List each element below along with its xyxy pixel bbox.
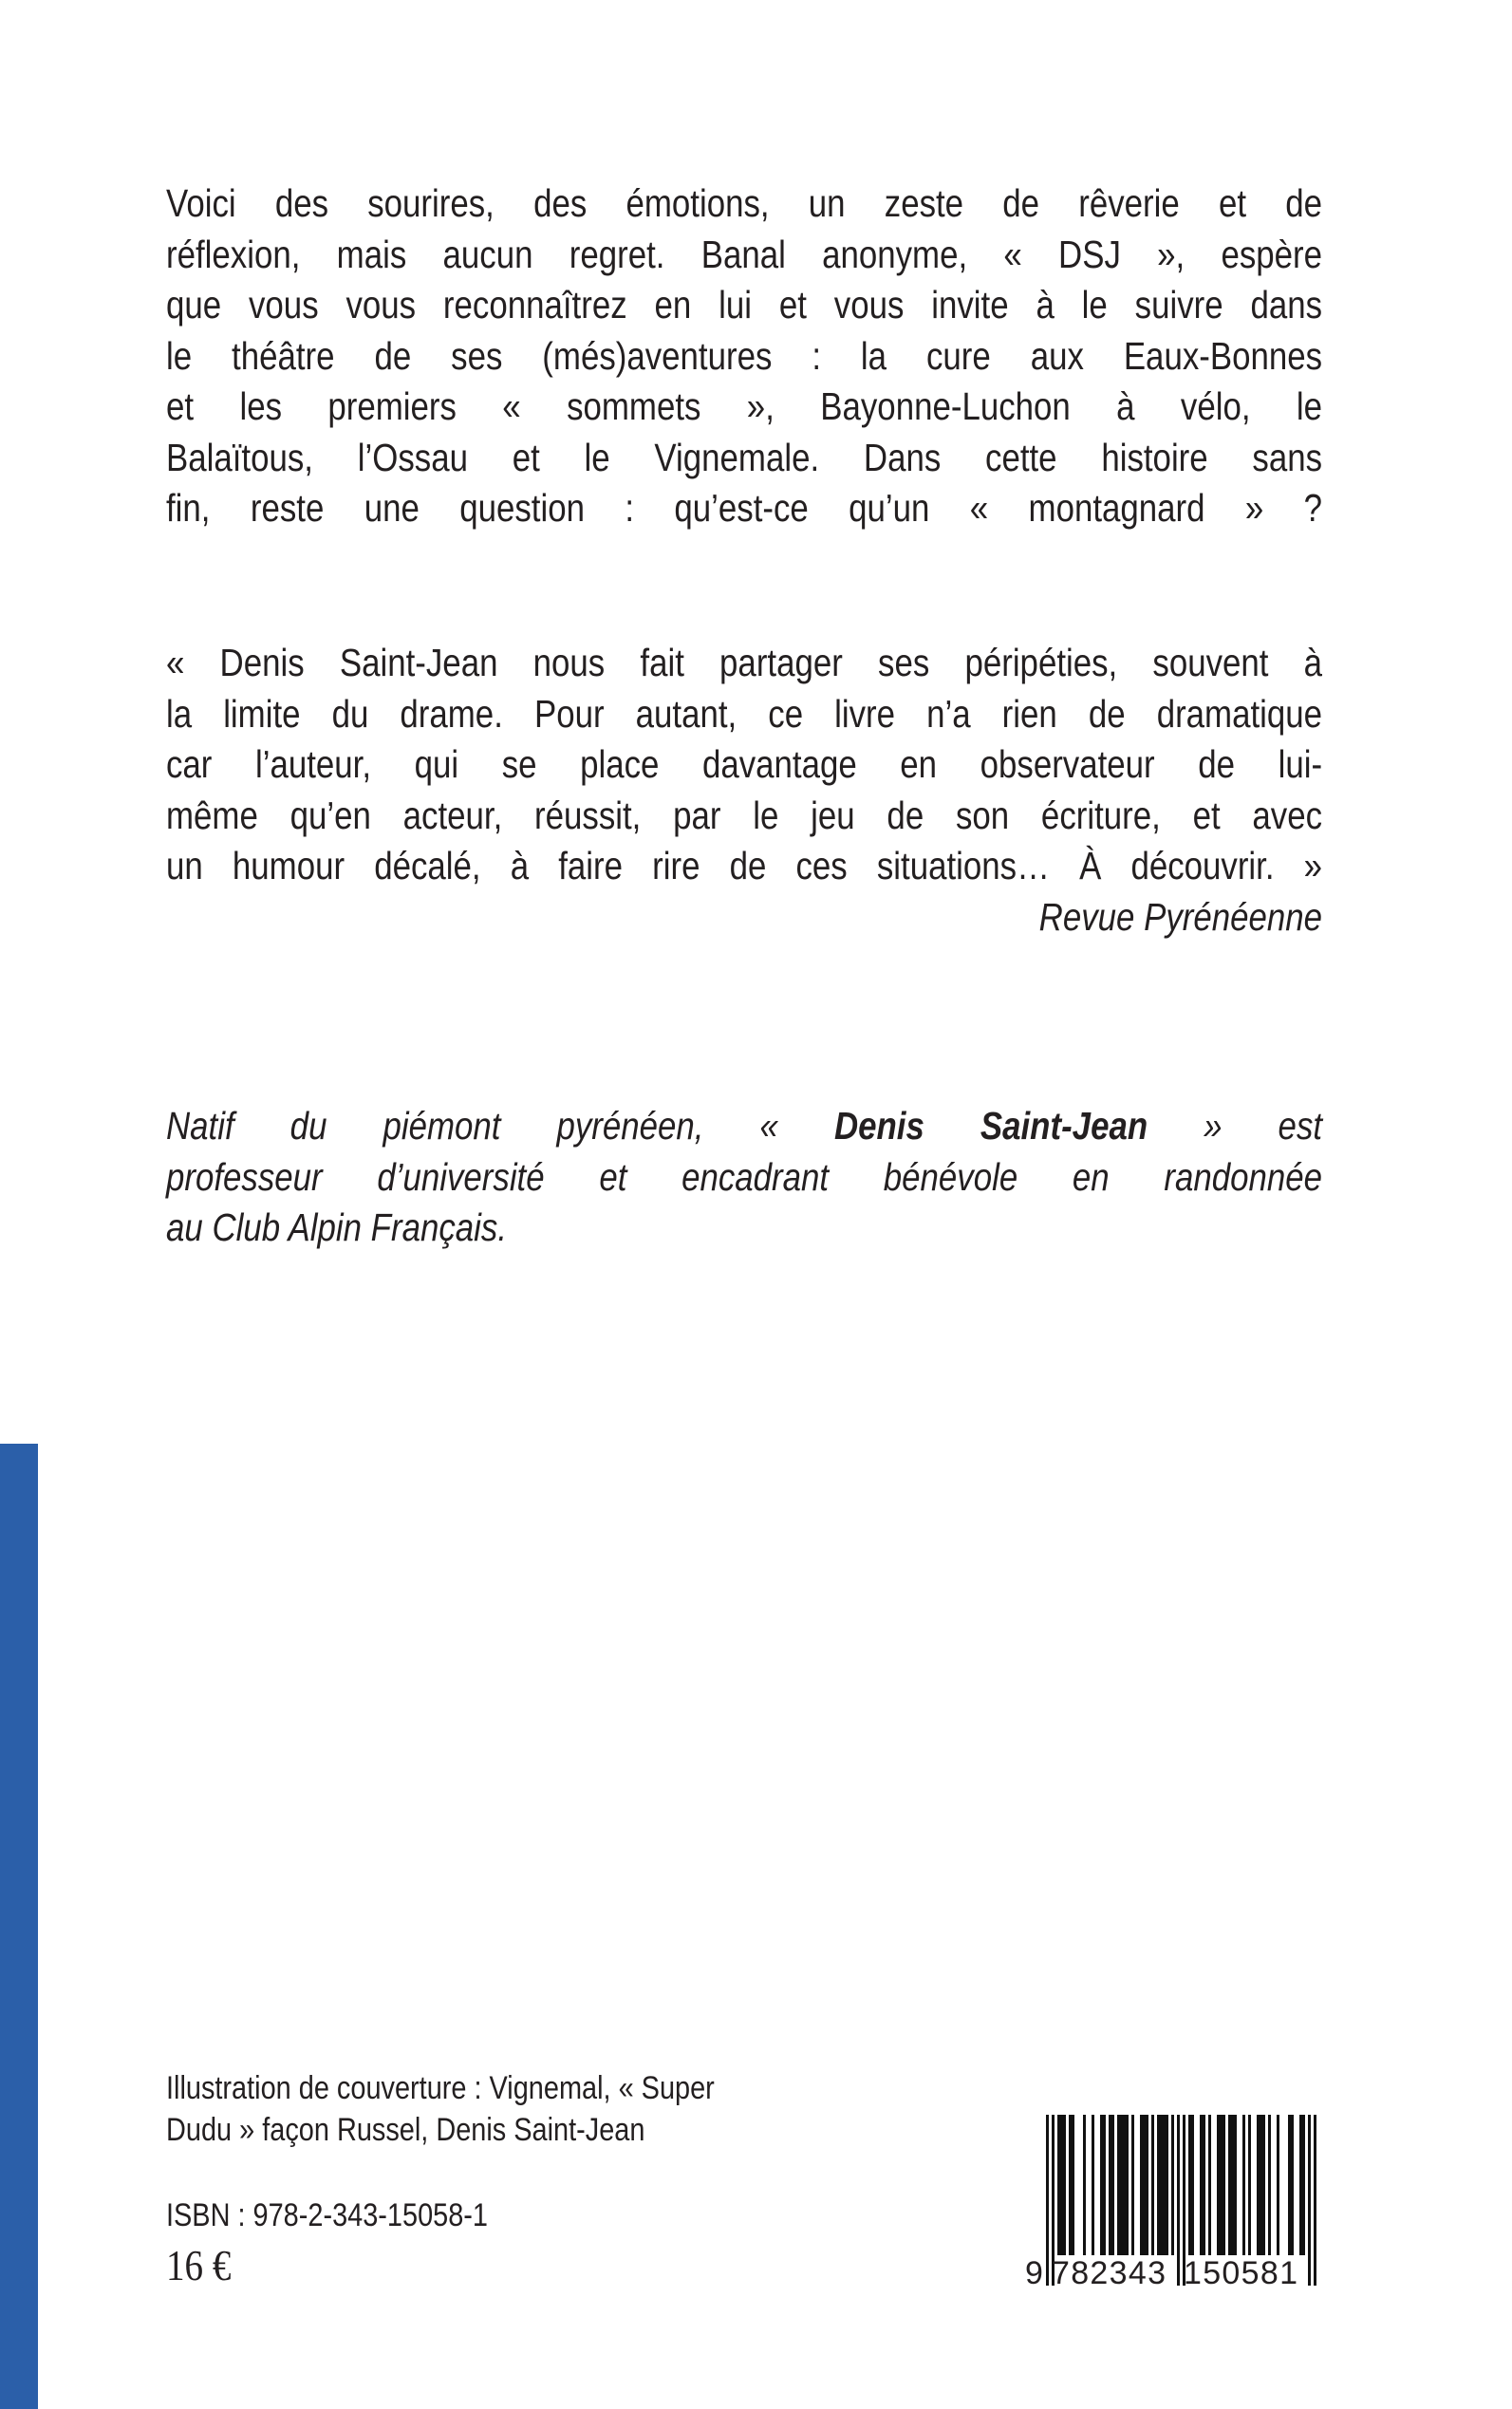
barcode-bar (1046, 2115, 1049, 2286)
barcode-bar (1260, 2115, 1262, 2255)
barcode-bar (1208, 2115, 1211, 2255)
isbn-barcode (1025, 2115, 1319, 2295)
blurb-line: Voici des sourires, des émotions, un zeste de rêverie et de (166, 181, 1323, 225)
barcode-bar (1291, 2115, 1294, 2255)
barcode-bar (1171, 2115, 1174, 2255)
barcode-left-digits: 782343 (1052, 2255, 1166, 2291)
barcode-bar (1177, 2115, 1180, 2286)
barcode-bar (1072, 2115, 1074, 2255)
blurb-paragraph (166, 178, 1322, 534)
review-line: la limite du drame. Pour autant, ce livre n’a rien de dramatique (166, 691, 1323, 736)
blurb-line: et les premiers « sommets », Bayonne-Luchon à vélo, le (166, 384, 1323, 428)
barcode-bar (1166, 2115, 1168, 2255)
barcode-bar (1217, 2115, 1220, 2255)
cover-credits (166, 2067, 973, 2151)
barcode-first-digit: 9 (1025, 2255, 1043, 2291)
review-source: Revue Pyrénéenne (1038, 894, 1323, 939)
barcode-bar (1203, 2115, 1205, 2255)
barcode-bar (1140, 2115, 1143, 2255)
barcode-bar (1120, 2115, 1123, 2255)
barcode-bar (1234, 2115, 1237, 2255)
barcode-bar (1151, 2115, 1154, 2255)
barcode-bar (1314, 2115, 1316, 2286)
barcode-bar (1157, 2115, 1160, 2255)
barcode-bar (1117, 2115, 1120, 2255)
barcode-bar (1268, 2115, 1271, 2255)
barcode-bar (1083, 2115, 1086, 2255)
credits-line: Dudu » façon Russel, Denis Saint-Jean (166, 2112, 645, 2148)
blurb-line: le théâtre de ses (més)aventures : la cure aux Eaux-Bonnes (166, 333, 1323, 378)
review-line: même qu’en acteur, réussit, par le jeu de son écriture, et avec (166, 793, 1323, 837)
blurb-line: que vous vous reconnaîtrez en lui et vous invite à le suivre dans (166, 283, 1323, 327)
price: 16 € (166, 2241, 232, 2289)
barcode-bar (1126, 2115, 1129, 2255)
barcode-bar (1302, 2115, 1305, 2255)
barcode-bar (1191, 2115, 1194, 2255)
barcode-bar (1069, 2115, 1072, 2255)
blurb-line: réflexion, mais aucun regret. Banal anonyme, « DSJ », espère (166, 232, 1323, 276)
author-bio (166, 1101, 1322, 1254)
barcode-bar (1248, 2115, 1251, 2255)
author-name: Denis Saint-Jean (833, 1104, 1148, 1148)
barcode-bar (1146, 2115, 1148, 2255)
barcode-right-digits: 150581 (1184, 2255, 1297, 2291)
barcode-bar (1223, 2115, 1225, 2255)
barcode-bar (1200, 2115, 1203, 2255)
barcode-bar (1092, 2115, 1094, 2255)
blurb-line: Balaïtous, l’Ossau et le Vignemale. Dans cette histoire sans (166, 435, 1323, 479)
barcode-bar (1103, 2115, 1106, 2255)
barcode-bar (1288, 2115, 1291, 2255)
author-line (166, 1101, 1322, 1152)
barcode-bar (1123, 2115, 1126, 2255)
barcode-bar (1231, 2115, 1234, 2255)
barcode-bar (1111, 2115, 1114, 2255)
barcode-bar (1257, 2115, 1260, 2255)
barcode-bar (1188, 2115, 1191, 2255)
barcode-bar (1160, 2115, 1163, 2255)
credits-line: Illustration de couverture : Vignemal, « Super (166, 2070, 715, 2106)
barcode-bar (1242, 2115, 1245, 2255)
author-text: Natif du piémont pyrénéen, « (166, 1104, 834, 1148)
isbn: ISBN : 978-2-343-15058-1 (166, 2197, 488, 2233)
blurb-line: fin, reste une question : qu’est-ce qu’un « montagnard » ? (166, 486, 1323, 530)
barcode-bar (1060, 2115, 1063, 2255)
barcode-bar (1163, 2115, 1166, 2255)
review-quote (166, 638, 1322, 943)
author-line: au Club Alpin Français. (166, 1205, 508, 1249)
barcode-bar (1299, 2115, 1302, 2255)
review-line: « Denis Saint-Jean nous fait partager ses péripéties, souvent à (166, 641, 1323, 684)
barcode-bar (1228, 2115, 1231, 2255)
review-line: car l’auteur, qui se place davantage en observateur de lui- (166, 742, 1323, 786)
barcode-bar (1057, 2115, 1060, 2255)
barcode-bar (1308, 2115, 1311, 2286)
author-line: professeur d’université et encadrant bénévole en randonnée (166, 1154, 1323, 1199)
barcode-bar (1143, 2115, 1146, 2255)
barcode-bar (1131, 2115, 1134, 2255)
review-line: un humour décalé, à faire rire de ces situations… À découvrir. » (166, 844, 1323, 887)
barcode-bar (1063, 2115, 1066, 2255)
barcode-bar (1277, 2115, 1279, 2255)
barcode-bar (1262, 2115, 1265, 2255)
barcode-bar (1109, 2115, 1111, 2255)
barcode-bar (1100, 2115, 1103, 2255)
author-text: » est (1148, 1104, 1323, 1148)
blue-spine-bar (0, 1444, 38, 2409)
barcode-bar (1220, 2115, 1223, 2255)
